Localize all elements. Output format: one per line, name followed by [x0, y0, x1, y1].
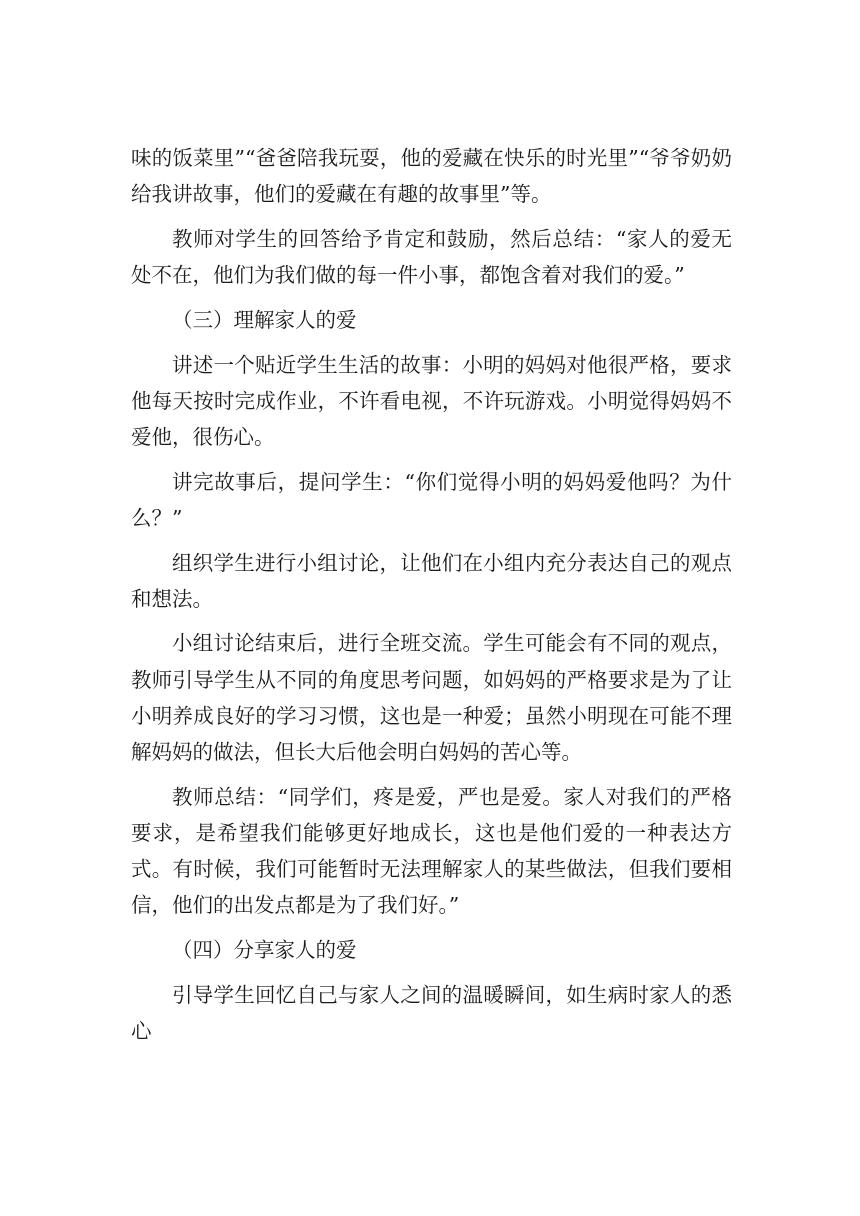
paragraph-story: 讲述一个贴近学生生活的故事：小明的妈妈对他很严格，要求他每天按时完成作业，不许看电视，不许玩游戏。小明觉得妈妈不爱他，很伤心。 — [131, 352, 732, 449]
section-heading-share: （四）分享家人的爱 — [172, 938, 357, 963]
paragraph-continuation: 味的饭菜里”“爸爸陪我玩耍，他的爱藏在快乐的时光里”“爷爷奶奶给我讲故事，他们的爱藏在有趣的故事里”等。 — [131, 146, 732, 207]
document-body — [131, 140, 732, 1058]
paragraph-teacher-summary: 教师对学生的回答给予肯定和鼓励，然后总结：“家人的爱无处不在，他们为我们做的每一件小事，都饱含着对我们的爱。” — [131, 226, 732, 288]
paragraph-class-exchange: 小组讨论结束后，进行全班交流。学生可能会有不同的观点，教师引导学生从不同的角度思考问题，如妈妈的严格要求是为了让小明养成良好的学习习惯，这也是一种爱；虽然小明现在可能不理解妈妈的做法，但长大后他会明白妈妈的苦心等。 — [131, 631, 732, 765]
paragraph-question: 讲完故事后，提问学生：“你们觉得小明的妈妈爱他吗？为什么？” — [131, 469, 732, 530]
section-heading-understand: （三）理解家人的爱 — [172, 307, 357, 332]
paragraph-group-discussion: 组织学生进行小组讨论，让他们在小组内充分表达自己的观点和想法。 — [131, 550, 732, 611]
paragraph-recall: 引导学生回忆自己与家人之间的温暖瞬间，如生病时家人的悉心 — [131, 982, 732, 1043]
paragraph-teacher-conclusion: 教师总结：“同学们，疼是爱，严也是爱。家人对我们的严格要求，是希望我们能够更好地成长，这也是他们爱的一种表达方式。有时候，我们可能暂时无法理解家人的某些做法，但我们要相信，他们的出发点都是为了我们好。” — [131, 784, 732, 918]
